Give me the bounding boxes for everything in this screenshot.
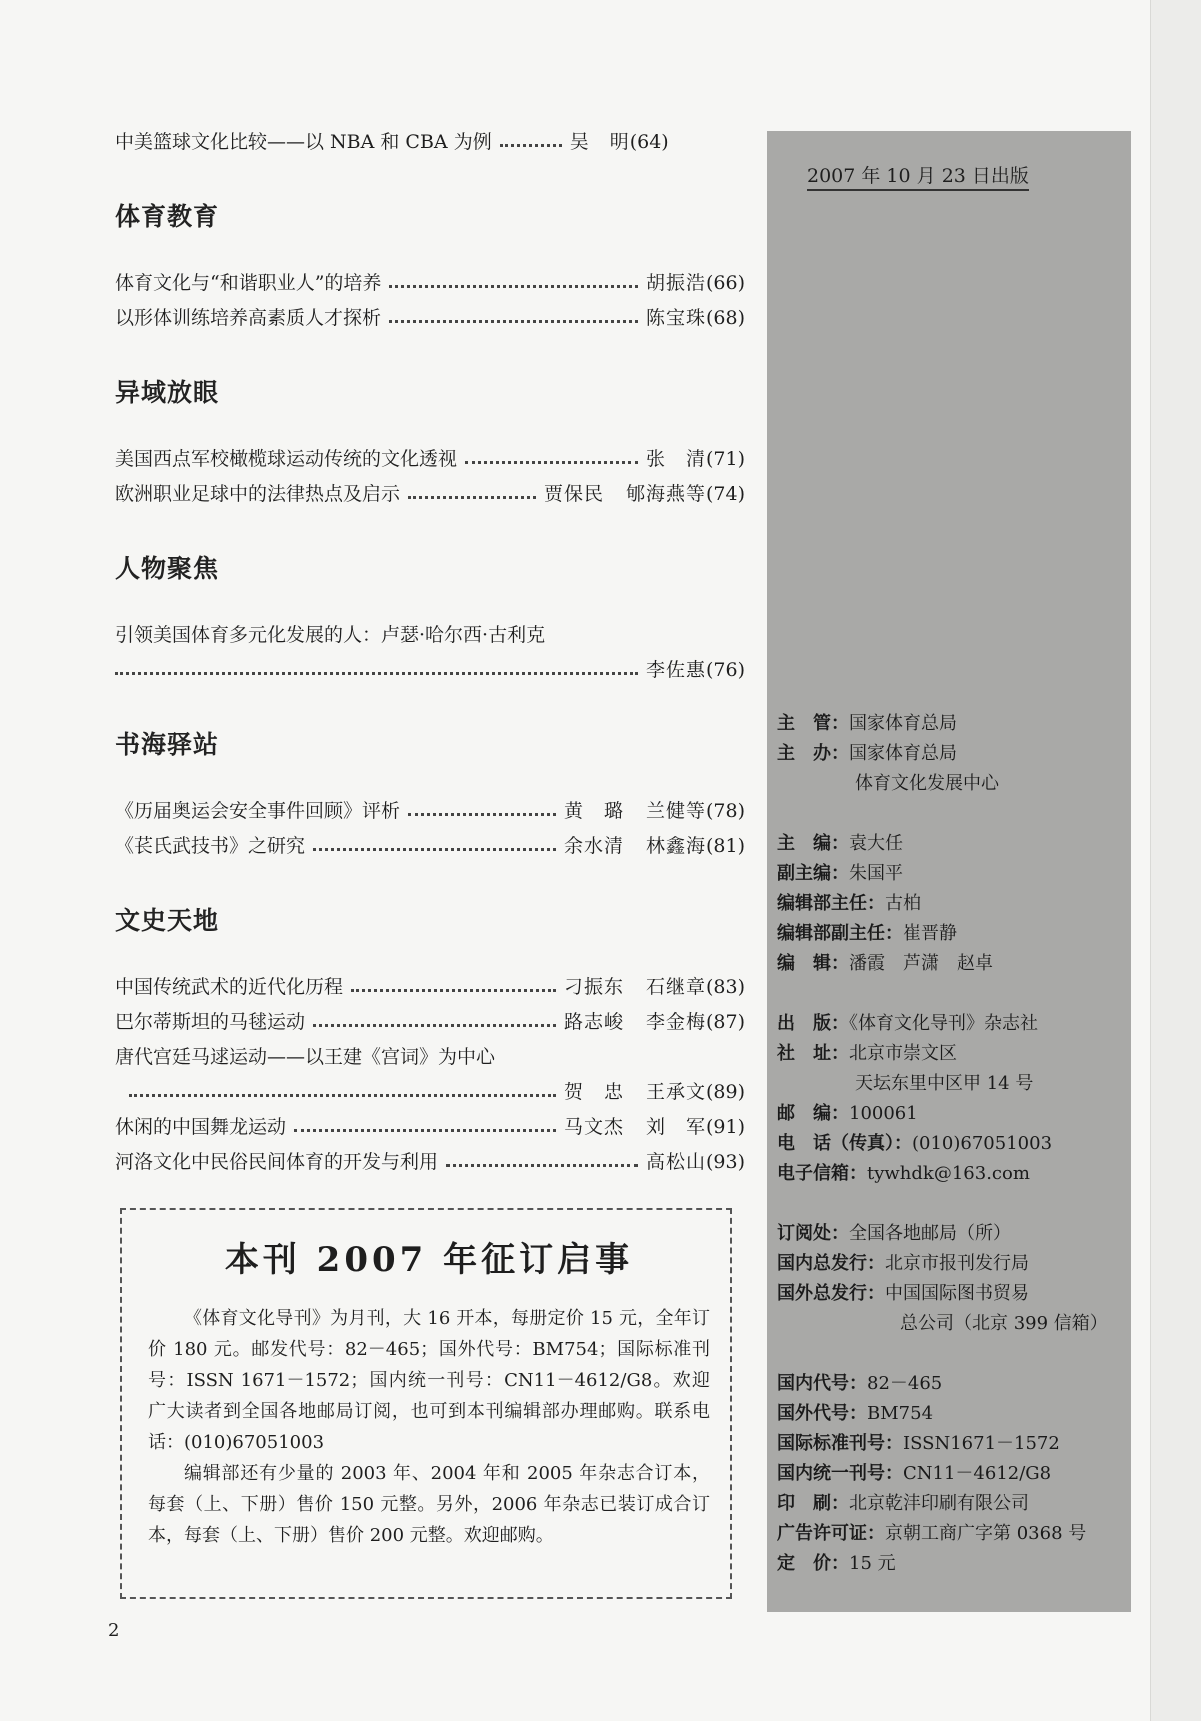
row-key: 国内统一刊号： xyxy=(777,1463,903,1484)
notice-paragraph: 《体育文化导刊》为月刊，大 16 开本，每册定价 15 元，全年订价 180 元。邮发代号：82－465；国外代号：BM754；国际标准刊号：ISSN 1671－1572；国内统一刊号：CN11－4612/G8。欢迎广大读者到全国各地邮局订阅，也可到本刊编辑部办理邮购。联系电话：(010)67051003 xyxy=(148,1308,710,1453)
entry-title: 休闲的中国舞龙运动 xyxy=(115,1116,287,1138)
toc-entry xyxy=(115,268,745,300)
toc-entry xyxy=(115,127,745,159)
masthead-row xyxy=(777,1519,1086,1545)
page-number: 2 xyxy=(108,1620,120,1641)
toc-entry xyxy=(115,796,745,828)
entry-page: (89) xyxy=(705,1081,745,1103)
toc-entry xyxy=(115,1147,745,1179)
row-value: 潘霞 芦潇 赵卓 xyxy=(849,953,993,974)
entry-page: (64) xyxy=(629,131,669,153)
toc-entry xyxy=(115,1112,745,1144)
masthead-row xyxy=(777,859,903,885)
entry-title: 中国传统武术的近代化历程 xyxy=(115,976,344,998)
section-heading: 人物聚焦 xyxy=(115,554,220,583)
row-key: 副主编： xyxy=(777,863,849,884)
entry-title: 河洛文化中民俗民间体育的开发与利用 xyxy=(115,1151,439,1173)
entry-page: (76) xyxy=(705,659,745,681)
entry-authors: 王承文 xyxy=(645,1081,706,1103)
entry-title: 以形体训练培养高素质人才探析 xyxy=(115,307,382,329)
notice-title: 本刊 2007 年征订启事 xyxy=(224,1240,634,1280)
dot-leader xyxy=(294,1129,556,1132)
toc-entry xyxy=(115,444,745,476)
masthead-row xyxy=(900,1309,1108,1335)
row-value: 总公司（北京 399 信箱） xyxy=(900,1313,1108,1334)
row-key: 编辑部副主任： xyxy=(777,923,903,944)
row-key: 国际标准刊号： xyxy=(777,1433,903,1454)
masthead-row xyxy=(855,769,999,795)
row-key: 编 辑： xyxy=(777,953,849,974)
entry-first-author: 刁振东 xyxy=(563,976,624,998)
toc-entry xyxy=(115,1077,745,1109)
toc-entry xyxy=(115,831,745,863)
dot-leader xyxy=(408,496,536,499)
toc-entry xyxy=(115,1007,745,1039)
toc-entry xyxy=(115,303,745,335)
page-edge xyxy=(1150,0,1201,1721)
dot-leader xyxy=(408,813,556,816)
masthead-row xyxy=(777,889,921,915)
entry-page: (91) xyxy=(705,1116,745,1138)
entry-authors: 胡振浩 xyxy=(645,272,706,294)
dot-leader xyxy=(389,285,638,288)
masthead-row xyxy=(777,1249,1029,1275)
row-value: 15 元 xyxy=(849,1553,896,1574)
subscription-notice xyxy=(120,1208,732,1599)
entry-page: (83) xyxy=(705,976,745,998)
masthead-row xyxy=(777,829,903,855)
masthead-row xyxy=(777,1459,1051,1485)
row-key: 主 办： xyxy=(777,743,849,764)
entry-authors: 李金梅 xyxy=(645,1011,706,1033)
row-value: 古柏 xyxy=(885,893,921,914)
masthead-row xyxy=(777,1099,918,1125)
entry-title: 《历届奥运会安全事件回顾》评析 xyxy=(115,800,401,822)
masthead-row xyxy=(777,1369,942,1395)
masthead-panel xyxy=(767,131,1131,1612)
row-key: 国外代号： xyxy=(777,1403,867,1424)
entry-authors: 林鑫海 xyxy=(645,835,706,857)
masthead-row xyxy=(777,919,957,945)
notice-paragraph: 编辑部还有少量的 2003 年、2004 年和 2005 年杂志合订本，每套（上、下册）售价 150 元整。另外，2006 年杂志已装订成合订本，每套（上、下册）售价 200 元整。欢迎邮购。 xyxy=(148,1463,710,1546)
dot-leader xyxy=(313,848,556,851)
row-key: 电子信箱： xyxy=(777,1163,867,1184)
masthead-row xyxy=(777,1429,1060,1455)
row-key: 印 刷： xyxy=(777,1493,849,1514)
row-value: ISSN1671－1572 xyxy=(903,1433,1060,1454)
row-value: 崔晋静 xyxy=(903,923,957,944)
masthead-row xyxy=(855,1069,1033,1095)
masthead-row xyxy=(777,1549,896,1575)
row-key: 邮 编： xyxy=(777,1103,849,1124)
section-heading: 体育教育 xyxy=(115,202,220,231)
masthead-row xyxy=(777,1399,933,1425)
toc-entry xyxy=(115,655,745,687)
row-key: 电 话（传真）： xyxy=(777,1133,912,1154)
entry-authors: 李佐惠 xyxy=(645,659,706,681)
toc-entry-title-line xyxy=(115,1042,745,1074)
entry-authors: 吴 明 xyxy=(569,131,630,153)
masthead-row xyxy=(777,1039,957,1065)
entry-page: (71) xyxy=(705,448,745,470)
entry-page: (74) xyxy=(705,483,745,505)
row-key: 编辑部主任： xyxy=(777,893,885,914)
entry-page: (87) xyxy=(705,1011,745,1033)
row-key: 国外总发行： xyxy=(777,1283,885,1304)
masthead-row xyxy=(777,1159,1030,1185)
row-value: tywhdk@163.com xyxy=(867,1163,1030,1184)
row-value: 北京市崇文区 xyxy=(849,1043,957,1064)
entry-title: 唐代宫廷马逑运动——以王建《宫词》为中心 xyxy=(115,1046,496,1068)
toc-entry-title-line xyxy=(115,620,745,652)
row-value: 天坛东里中区甲 14 号 xyxy=(855,1073,1034,1094)
row-value: CN11－4612/G8 xyxy=(903,1463,1052,1484)
entry-page: (68) xyxy=(705,307,745,329)
entry-title: 美国西点军校橄榄球运动传统的文化透视 xyxy=(115,448,458,470)
dot-leader xyxy=(465,461,638,464)
entry-page: (93) xyxy=(705,1151,745,1173)
row-value: 北京乾沣印刷有限公司 xyxy=(849,1493,1029,1514)
entry-authors: 高松山 xyxy=(645,1151,706,1173)
entry-first-author: 贾保民 xyxy=(543,483,604,505)
row-value: 体育文化发展中心 xyxy=(855,773,999,794)
entry-authors: 石继章 xyxy=(645,976,706,998)
entry-title: 巴尔蒂斯坦的马毬运动 xyxy=(115,1011,306,1033)
masthead-row xyxy=(777,1489,1029,1515)
row-value: 京朝工商广字第 0368 号 xyxy=(885,1523,1087,1544)
row-key: 国内总发行： xyxy=(777,1253,885,1274)
entry-authors: 刘 军 xyxy=(645,1116,706,1138)
row-value: 全国各地邮局（所） xyxy=(849,1223,1011,1244)
masthead-row xyxy=(777,1279,1029,1305)
entry-first-author: 余水清 xyxy=(563,835,624,857)
entry-authors: 郇海燕等 xyxy=(625,483,706,505)
entry-title: 体育文化与“和谐职业人”的培养 xyxy=(115,272,382,294)
row-key: 国内代号： xyxy=(777,1373,867,1394)
section-heading: 书海驿站 xyxy=(115,730,220,759)
section-heading: 文史天地 xyxy=(115,906,220,935)
row-value: 国家体育总局 xyxy=(849,743,957,764)
row-key: 主 编： xyxy=(777,833,849,854)
row-value: 朱国平 xyxy=(849,863,903,884)
entry-page: (66) xyxy=(705,272,745,294)
dot-leader xyxy=(313,1024,556,1027)
entry-first-author: 黄 璐 xyxy=(563,800,624,822)
dot-leader xyxy=(446,1164,638,1167)
entry-first-author: 路志峻 xyxy=(563,1011,624,1033)
toc-entry xyxy=(115,972,745,1004)
row-key: 广告许可证： xyxy=(777,1523,885,1544)
entry-page: (81) xyxy=(705,835,745,857)
masthead-row xyxy=(777,739,957,765)
publication-date: 2007 年 10 月 23 日出版 xyxy=(807,161,1029,191)
toc-entry xyxy=(115,479,745,511)
dot-leader xyxy=(500,144,562,147)
row-value: 82－465 xyxy=(867,1373,943,1394)
dot-leader xyxy=(389,320,638,323)
entry-authors: 张 清 xyxy=(645,448,706,470)
dot-leader xyxy=(115,672,638,675)
row-key: 主 管： xyxy=(777,713,849,734)
row-key: 社 址： xyxy=(777,1043,849,1064)
entry-first-author: 贺 忠 xyxy=(563,1081,624,1103)
row-value: 中国国际图书贸易 xyxy=(885,1283,1029,1304)
entry-title: 欧洲职业足球中的法律热点及启示 xyxy=(115,483,401,505)
masthead-row xyxy=(777,1129,1052,1155)
row-value: 国家体育总局 xyxy=(849,713,957,734)
masthead-row xyxy=(777,709,957,735)
entry-title: 《苌氏武技书》之研究 xyxy=(115,835,306,857)
entry-title: 中美篮球文化比较——以 NBA 和 CBA 为例 xyxy=(115,131,492,153)
entry-authors: 陈宝珠 xyxy=(645,307,706,329)
row-key: 出 版： xyxy=(777,1013,849,1034)
row-key: 定 价： xyxy=(777,1553,849,1574)
section-heading: 异域放眼 xyxy=(115,378,220,407)
row-key: 订阅处： xyxy=(777,1223,849,1244)
masthead-row xyxy=(777,949,993,975)
entry-title: 引领美国体育多元化发展的人：卢瑟·哈尔西·古利克 xyxy=(115,624,546,646)
entry-first-author: 马文杰 xyxy=(563,1116,624,1138)
entry-page: (78) xyxy=(705,800,745,822)
row-value: 《体育文化导刊》杂志社 xyxy=(849,1013,1038,1034)
masthead-row xyxy=(777,1219,1011,1245)
dot-leader xyxy=(129,1094,556,1097)
entry-authors: 兰健等 xyxy=(645,800,706,822)
row-value: 袁大任 xyxy=(849,833,903,854)
row-value: 100061 xyxy=(849,1103,918,1124)
masthead-row xyxy=(777,1009,1038,1035)
dot-leader xyxy=(351,989,556,992)
row-value: (010)67051003 xyxy=(912,1133,1053,1154)
row-value: BM754 xyxy=(867,1403,934,1424)
row-value: 北京市报刊发行局 xyxy=(885,1253,1029,1274)
